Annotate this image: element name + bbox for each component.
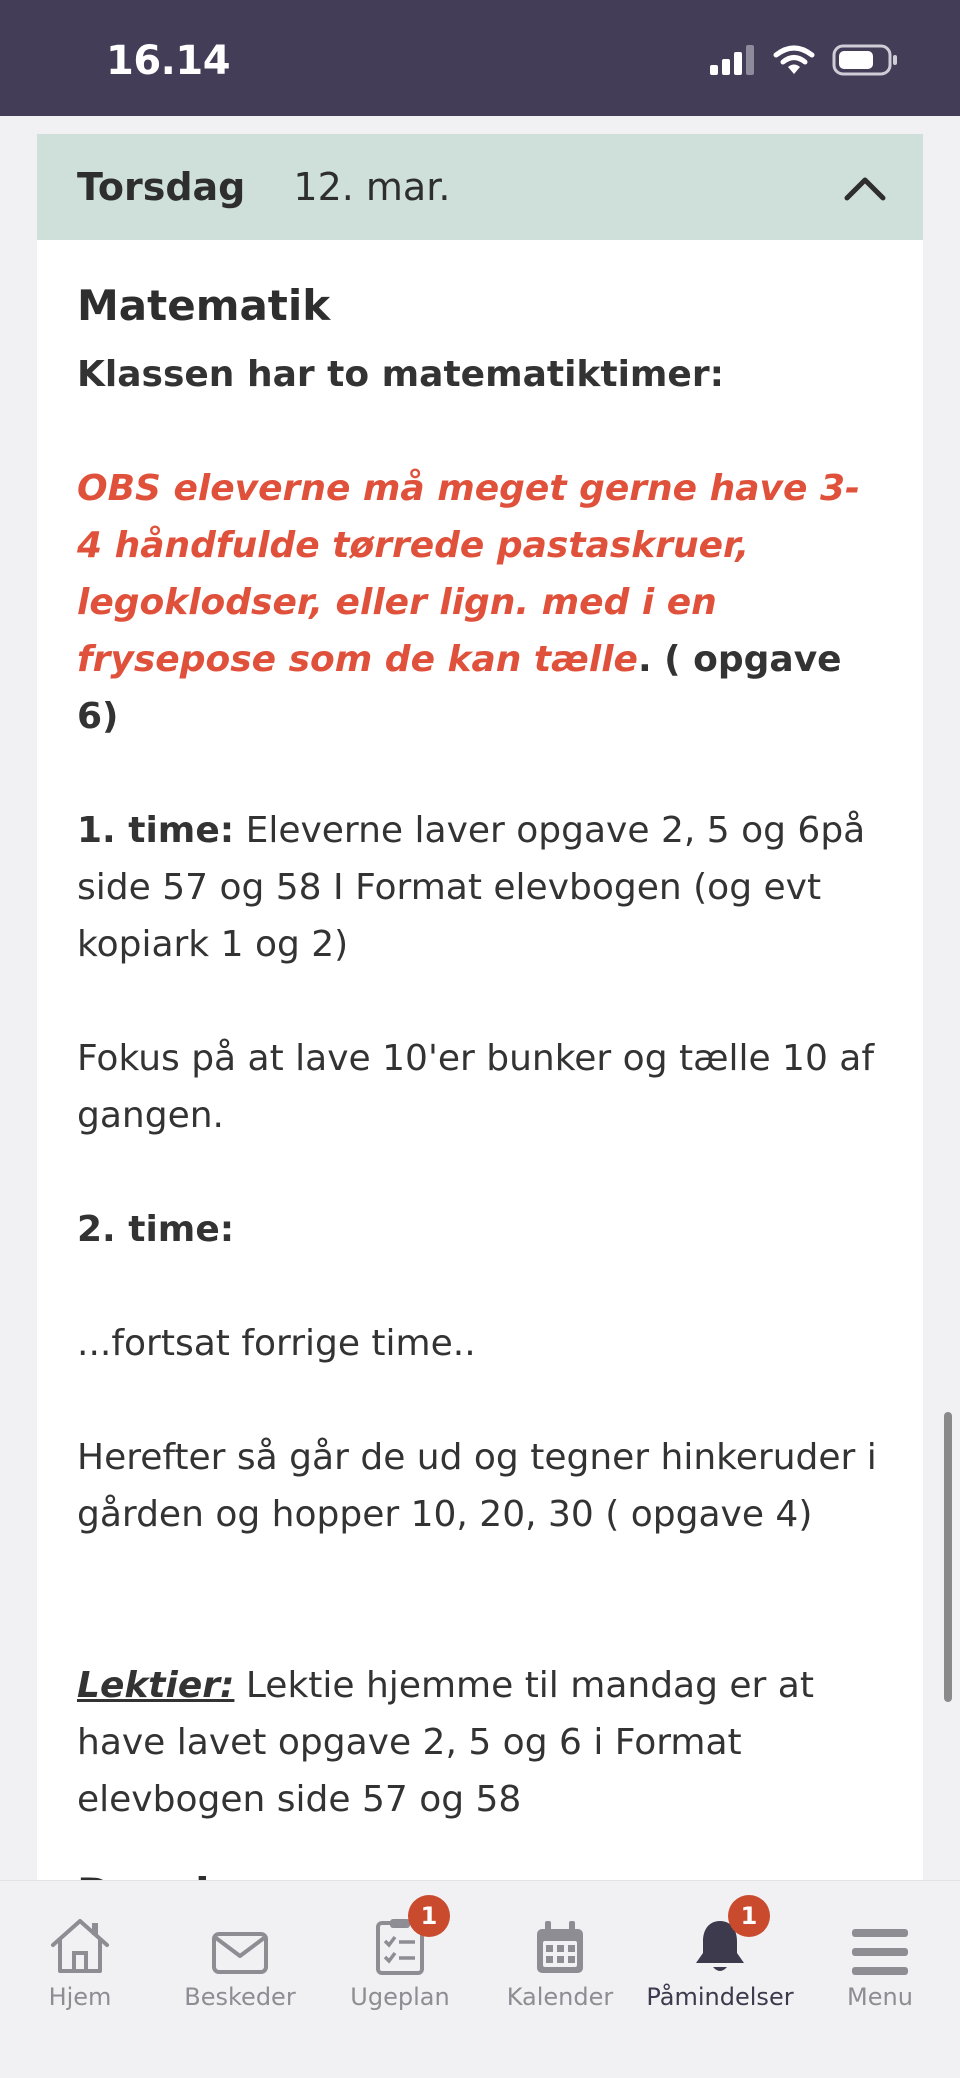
home-icon [47, 1917, 113, 1975]
nav-item-menu[interactable] [800, 1901, 960, 2011]
lesson-1-paragraph [77, 802, 883, 973]
nav-label: Kalender [506, 1983, 614, 2011]
focus-paragraph: Fokus på at lave 10'er bunker og tælle 10 af gangen. [77, 1038, 875, 1136]
weekplan-badge: 1 [408, 1895, 450, 1937]
nav-item-calendar[interactable] [480, 1901, 640, 2011]
notice-paragraph [77, 460, 883, 745]
homework-text: Lektie hjemme til mandag er at have lavet opgave 2, 5 og 6 i Format elevbogen side 57 og 58 [77, 1665, 814, 1820]
day-header[interactable] [37, 134, 923, 240]
battery-icon [832, 44, 898, 76]
nav-label: Beskeder [184, 1983, 296, 2011]
day-date: 12. mar. [293, 165, 451, 209]
day-name: Torsdag [77, 165, 246, 209]
day-card [37, 134, 923, 1880]
nav-item-home[interactable] [0, 1901, 160, 2011]
status-bar [0, 0, 960, 116]
chevron-up-icon[interactable] [843, 166, 887, 210]
nav-item-weekplan[interactable] [320, 1901, 480, 2011]
status-icons [710, 44, 898, 76]
lesson-intro: Klassen har to matematiktimer: [77, 354, 724, 395]
nav-label: Ugeplan [350, 1983, 450, 2011]
wifi-icon [774, 45, 814, 75]
lesson-2-text: ...fortsat forrige time.. [77, 1323, 476, 1364]
lesson-1-text: Eleverne laver opgave 2, 5 og 6på side 57 og 58 I Format elevbogen (og evt kopiark 1 og 2) [77, 810, 866, 965]
subject-title: Matematik [77, 281, 331, 330]
card-body [37, 240, 923, 1920]
reminders-badge: 1 [728, 1895, 770, 1937]
notice-tail: . ( opgave 6) [77, 639, 842, 737]
lesson-1-label: 1. time: [77, 810, 235, 851]
lesson-2-label: 2. time: [77, 1209, 235, 1250]
bottom-nav [0, 1880, 960, 2078]
nav-label: Hjem [48, 1983, 112, 2011]
scrollbar[interactable] [944, 1412, 952, 1702]
after-paragraph: Herefter så går de ud og tegner hinkeruder i gården og hopper 10, 20, 30 ( opgave 4) [77, 1437, 877, 1535]
menu-icon [852, 1929, 908, 1975]
notice-text: OBS eleverne må meget gerne have 3- 4 håndfulde tørrede pastaskruer, legoklodser, eller lign. med i en frysepose som de kan tælle [77, 468, 860, 680]
nav-label: Påmindelser [646, 1983, 794, 2011]
signal-icon [710, 45, 756, 75]
homework-paragraph [77, 1657, 883, 1828]
nav-label: Menu [847, 1983, 913, 2011]
calendar-icon [535, 1921, 585, 1975]
homework-label: Lektier: [77, 1665, 235, 1706]
status-time: 16.14 [106, 38, 231, 84]
nav-item-reminders[interactable] [640, 1901, 800, 2011]
nav-item-messages[interactable] [160, 1901, 320, 2011]
mail-icon [211, 1931, 269, 1975]
